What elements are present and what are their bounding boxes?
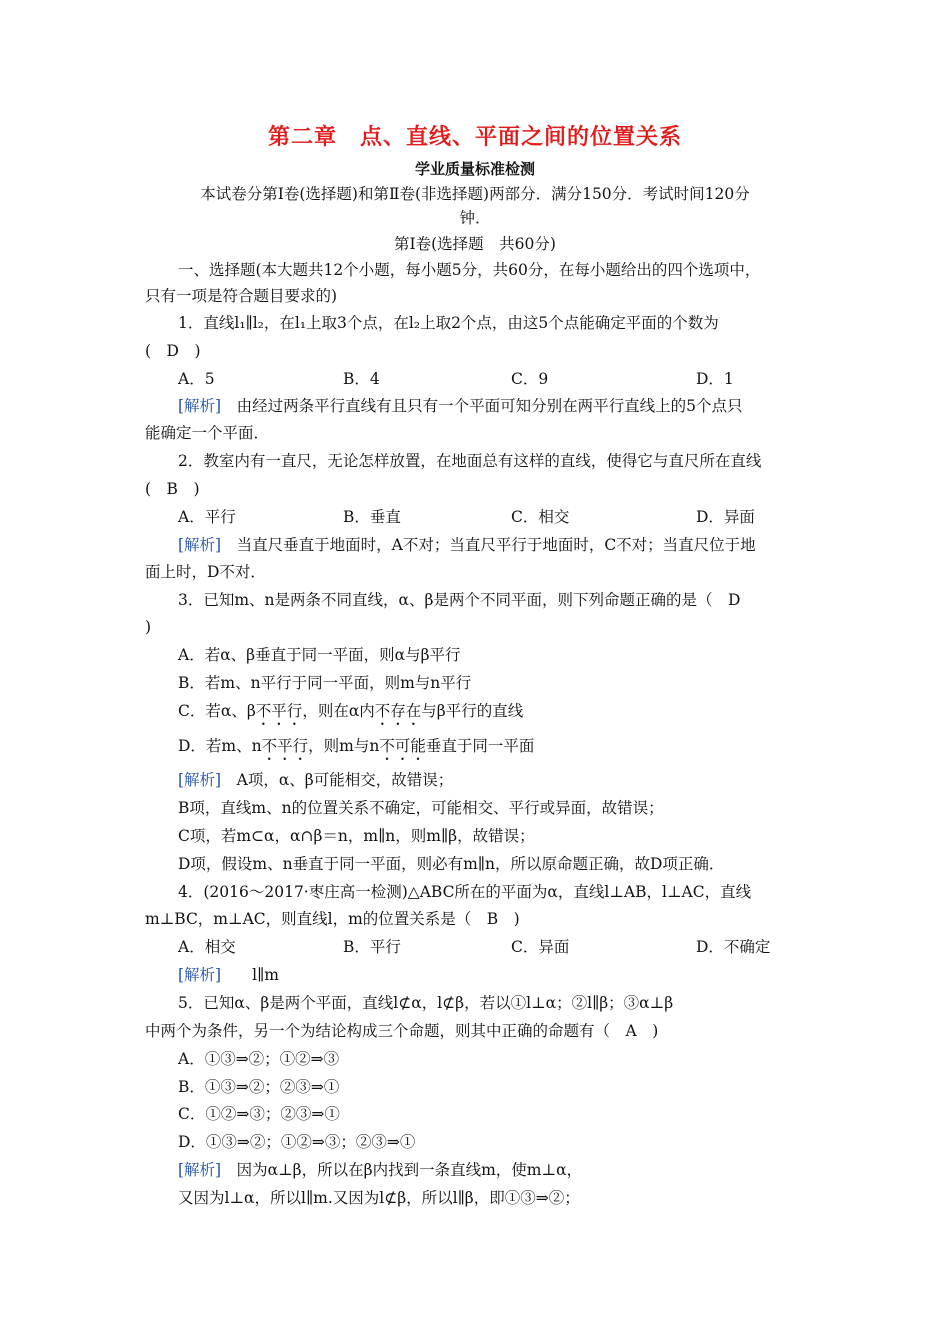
- q3-option-d-part: D．若m、n: [178, 737, 262, 755]
- q2-analysis-line-2: 面上时，D不对．: [145, 563, 266, 581]
- q1-analysis-text-1: 由经过两条平行直线有且只有一个平面可知分别在两平行直线上的5个点只: [236, 397, 743, 415]
- section-heading-line-2: 只有一项是符合题目要求的): [145, 287, 338, 305]
- q4-option-a: A．相交: [178, 938, 236, 956]
- q3-option-a: A．若α、β垂直于同一平面，则α与β平行: [178, 646, 461, 664]
- q4-option-c: C．异面: [511, 938, 570, 956]
- q5-option-a: A．①③⇒②；①②⇒③: [178, 1050, 340, 1068]
- q3-option-d-part: ，则m与n: [308, 737, 380, 755]
- q1-analysis-line-2: 能确定一个平面．: [145, 424, 270, 442]
- q1-option-c: C．9: [511, 370, 549, 388]
- q2-analysis-line-1: [178, 535, 756, 555]
- q2-option-a: A．平行: [178, 508, 236, 526]
- q3-option-d-part: 垂直于同一平面: [425, 737, 535, 755]
- q5-stem-line-2: 中两个为条件，另一个为结论构成三个命题，则其中正确的命题有（ A ): [145, 1022, 659, 1040]
- q4-analysis-text: l∥m: [252, 966, 279, 984]
- q5-analysis-line-1: [178, 1160, 582, 1180]
- q1-option-a: A．5: [178, 370, 215, 388]
- q5-option-c: C．①②⇒③；②③⇒①: [178, 1105, 340, 1123]
- q4-stem-line-1: 4．(2016～2017·枣庄高一检测)△ABC所在的平面为α，直线l⊥AB，l⊥AC，直线: [178, 883, 752, 901]
- q4-analysis-line: [178, 965, 279, 985]
- section-heading-line-1: 一、选择题(本大题共12个小题，每小题5分，共60分，在每小题给出的四个选项中，: [178, 261, 761, 279]
- q5-option-b: B．①③⇒②；②③⇒①: [178, 1078, 340, 1096]
- q3-option-d-emphasis: 不平行: [261, 737, 309, 755]
- q3-option-c-part: ，则在α内: [302, 702, 375, 720]
- q3-analysis-text-1: A项，α、β可能相交，故错误；: [236, 771, 454, 789]
- q1-answer: ( D ): [145, 342, 201, 360]
- q3-option-c-part: 与β平行的直线: [421, 702, 524, 720]
- chapter-title: 第二章 点、直线、平面之间的位置关系: [267, 125, 682, 150]
- q3-option-d: [178, 736, 534, 764]
- intro-line-2: 钟．: [459, 209, 491, 227]
- document-subtitle: 学业质量标准检测: [414, 160, 535, 178]
- q3-option-c: [178, 701, 523, 729]
- q1-analysis-line-1: [178, 396, 743, 416]
- q2-answer: ( B ): [145, 480, 200, 498]
- q3-stem-line-2: ): [145, 618, 152, 636]
- analysis-label: [解析]: [178, 536, 222, 554]
- q3-option-c-part: C．若α、β: [178, 702, 256, 720]
- q3-analysis-line-2: B项，直线m、n的位置关系不确定，可能相交、平行或异面，故错误；: [178, 799, 664, 817]
- q2-analysis-text-1: 当直尺垂直于地面时，A不对；当直尺平行于地面时，C不对；当直尺位于地: [236, 536, 756, 554]
- part1-title: 第Ⅰ卷(选择题 共60分): [394, 235, 556, 253]
- q3-stem-line-1: 3．已知m、n是两条不同直线，α、β是两个不同平面，则下列命题正确的是（ D: [178, 591, 741, 609]
- q3-analysis-line-4: D项，假设m、n垂直于同一平面，则必有m∥n，所以原命题正确，故D项正确．: [178, 855, 725, 873]
- q1-option-d: D．1: [696, 370, 734, 388]
- q4-option-d: D．不确定: [696, 938, 771, 956]
- analysis-label: [解析]: [178, 397, 222, 415]
- q2-stem-line-1: 2．教室内有一直尺，无论怎样放置，在地面总有这样的直线，使得它与直尺所在直线: [178, 452, 762, 470]
- q5-analysis-text-1: 因为α⊥β，所以在β内找到一条直线m，使m⊥α，: [236, 1161, 583, 1179]
- intro-line-1: 本试卷分第Ⅰ卷(选择题)和第Ⅱ卷(非选择题)两部分．满分150分．考试时间120分: [200, 185, 750, 203]
- q4-stem-line-2: m⊥BC，m⊥AC，则直线l，m的位置关系是（ B ): [145, 910, 520, 928]
- analysis-label: [解析]: [178, 966, 222, 984]
- q3-option-d-emphasis: 不可能: [379, 737, 426, 755]
- q3-analysis-line-3: C项，若m⊂α，α∩β＝n，m∥n，则m∥β，故错误；: [178, 827, 535, 845]
- q2-option-d: D．异面: [696, 508, 755, 526]
- q2-option-b: B．垂直: [343, 508, 401, 526]
- q3-analysis-line-1: [178, 770, 453, 790]
- q1-stem-line-1: 1．直线l₁∥l₂，在l₁上取3个点，在l₂上取2个点，由这5个点能确定平面的个数为: [178, 314, 719, 332]
- q3-option-b: B．若m、n平行于同一平面，则m与n平行: [178, 674, 472, 692]
- q5-option-d: D．①③⇒②；①②⇒③；②③⇒①: [178, 1133, 416, 1151]
- q4-option-b: B．平行: [343, 938, 401, 956]
- analysis-label: [解析]: [178, 771, 222, 789]
- q3-option-c-emphasis: 不平行: [255, 702, 303, 720]
- q3-option-c-emphasis: 不存在: [374, 702, 422, 720]
- q1-option-b: B．4: [343, 370, 380, 388]
- q5-analysis-line-2: 又因为l⊥α，所以l∥m.又因为l⊄β，所以l∥β，即①③⇒②；: [178, 1189, 580, 1207]
- q5-stem-line-1: 5．已知α、β是两个平面，直线l⊄α，l⊄β，若以①l⊥α；②l∥β；③α⊥β: [178, 994, 674, 1012]
- q2-option-c: C．相交: [511, 508, 570, 526]
- analysis-label: [解析]: [178, 1161, 222, 1179]
